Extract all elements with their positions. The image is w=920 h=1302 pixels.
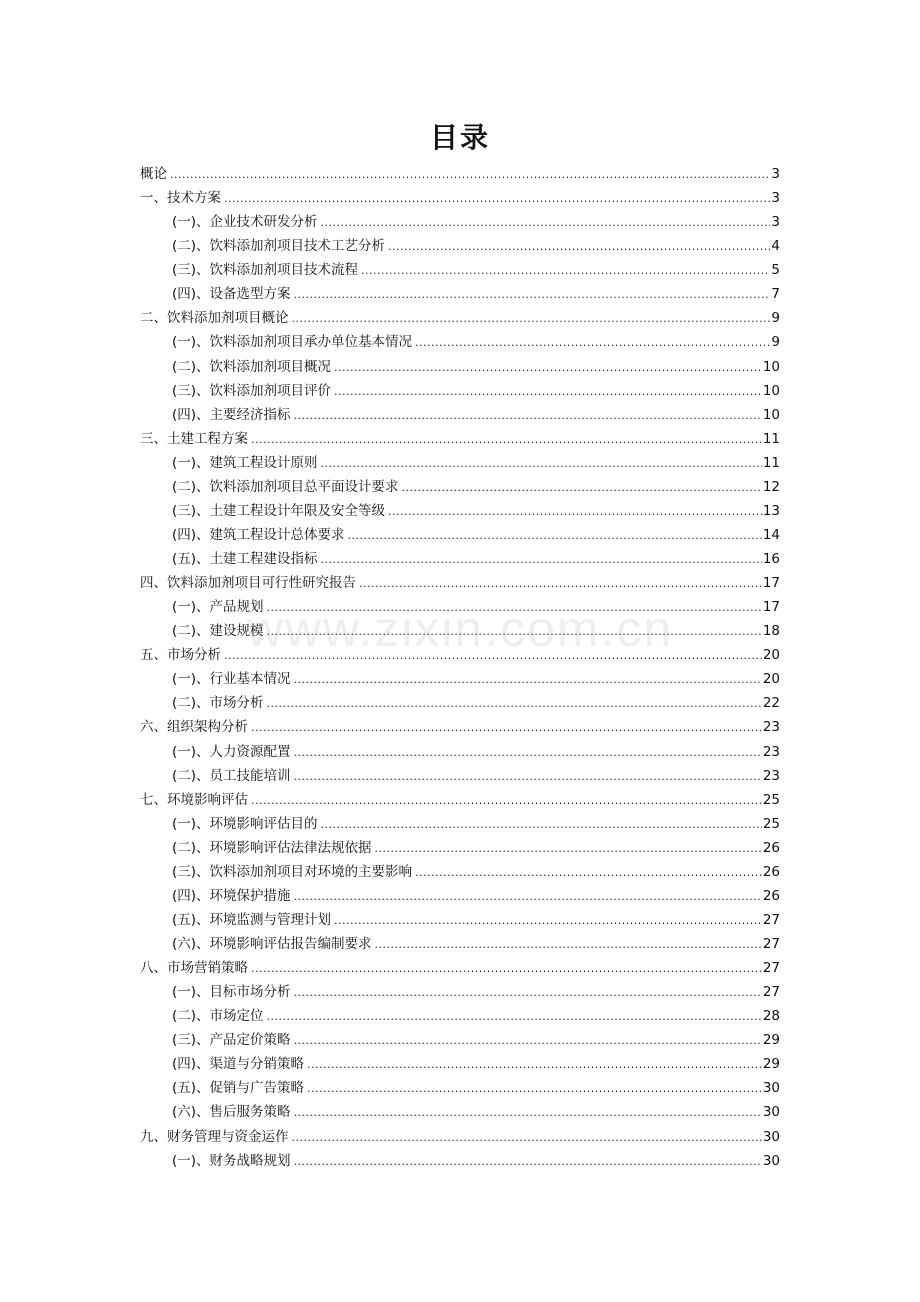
toc-dot-leader: [294, 981, 762, 1005]
toc-entry[interactable]: [140, 258, 780, 282]
toc-dot-leader: [267, 620, 762, 644]
toc-entry-label: (一)、产品规划: [172, 599, 264, 616]
toc-entry-label: (四)、环境保护措施: [172, 887, 291, 904]
toc-entry-page: 16: [762, 551, 780, 567]
toc-dot-leader: [251, 957, 762, 981]
toc-entry-page: 26: [762, 839, 780, 856]
toc-entry-page: 9: [771, 310, 780, 327]
toc-entry-label: (三)、饮料添加剂项目技术流程: [172, 262, 359, 279]
toc-entry-page: 7: [771, 286, 780, 303]
toc-entry[interactable]: [140, 812, 780, 836]
toc-entry-label: (二)、饮料添加剂项目概况: [172, 358, 332, 375]
toc-entry[interactable]: [140, 306, 780, 330]
toc-entry-page: 10: [762, 406, 780, 423]
toc-entry-label: (五)、土建工程建设指标: [172, 551, 318, 567]
toc-entry[interactable]: [140, 523, 780, 547]
toc-entry[interactable]: [140, 1004, 780, 1028]
toc-dot-leader: [224, 644, 762, 668]
toc-dot-leader: [307, 1053, 762, 1077]
toc-entry-label: (六)、售后服务策略: [172, 1104, 291, 1121]
toc-entry[interactable]: [140, 355, 780, 379]
toc-dot-leader: [334, 909, 762, 933]
toc-dot-leader: [402, 476, 762, 500]
toc-entry-label: 五、市场分析: [140, 647, 221, 664]
toc-dot-leader: [294, 283, 771, 307]
toc-entry-page: 4: [771, 238, 780, 255]
toc-entry[interactable]: [140, 234, 780, 258]
toc-entry-label: (二)、环境影响评估法律法规依据: [172, 839, 372, 856]
toc-dot-leader: [170, 163, 770, 187]
toc-entry-label: 一、技术方案: [140, 190, 221, 207]
toc-entry[interactable]: [140, 980, 780, 1004]
toc-entry-page: 30: [762, 1104, 780, 1121]
toc-entry-label: 概论: [140, 166, 167, 182]
toc-entry[interactable]: [140, 379, 780, 403]
toc-entry[interactable]: [140, 451, 780, 475]
toc-entry-label: (六)、环境影响评估报告编制要求: [172, 936, 372, 952]
toc-entry[interactable]: [140, 427, 780, 451]
toc-entry[interactable]: [140, 764, 780, 788]
toc-entry-page: 30: [762, 1128, 780, 1145]
toc-dot-leader: [348, 524, 762, 548]
toc-dot-leader: [415, 331, 770, 355]
toc-dot-leader: [267, 596, 762, 620]
toc-entry-label: (一)、环境影响评估目的: [172, 815, 318, 832]
toc-entry[interactable]: [140, 571, 780, 595]
toc-entry[interactable]: [140, 595, 780, 619]
toc-entry[interactable]: [140, 932, 780, 956]
toc-entry-label: (一)、建筑工程设计原则: [172, 454, 318, 471]
toc-dot-leader: [267, 1005, 762, 1029]
toc-entry-page: 27: [762, 960, 780, 977]
toc-entry-label: (二)、员工技能培训: [172, 767, 291, 784]
toc-entry-label: (一)、目标市场分析: [172, 984, 291, 1001]
toc-entry[interactable]: [140, 186, 780, 210]
toc-entry-page: 26: [762, 863, 780, 880]
toc-entry-label: (三)、饮料添加剂项目对环境的主要影响: [172, 863, 413, 880]
toc-entry-label: (三)、饮料添加剂项目评价: [172, 382, 332, 399]
toc-entry-label: 七、环境影响评估: [140, 791, 248, 808]
toc-dot-leader: [294, 1101, 762, 1125]
toc-entry-page: 18: [762, 623, 780, 640]
toc-entry-page: 23: [762, 719, 780, 736]
toc-entry-label: (五)、环境监测与管理计划: [172, 911, 332, 928]
toc-dot-leader: [251, 789, 762, 813]
toc-entry-page: 25: [762, 815, 780, 832]
toc-entry[interactable]: [140, 210, 780, 234]
toc-entry-page: 10: [762, 382, 780, 399]
toc-dot-leader: [388, 235, 770, 259]
toc-dot-leader: [361, 259, 770, 283]
toc-dot-leader: [294, 885, 762, 909]
toc-entry-label: 四、饮料添加剂项目可行性研究报告: [140, 575, 356, 592]
toc-dot-leader: [375, 837, 762, 861]
toc-entry-page: 23: [762, 767, 780, 784]
toc-entry-label: (一)、企业技术研发分析: [172, 214, 318, 231]
toc-entry[interactable]: [140, 691, 780, 715]
toc-entry-label: 二、饮料添加剂项目概论: [140, 310, 289, 327]
toc-entry-page: 12: [762, 478, 780, 495]
toc-entry[interactable]: [140, 1076, 780, 1100]
toc-entry-label: (二)、饮料添加剂项目技术工艺分析: [172, 238, 386, 255]
toc-entry-page: 11: [762, 430, 780, 447]
toc-entry[interactable]: [140, 330, 780, 354]
toc-dot-leader: [359, 572, 762, 596]
toc-entry[interactable]: [140, 1100, 780, 1124]
toc-entry-label: (一)、人力资源配置: [172, 743, 291, 760]
toc-entry[interactable]: [140, 908, 780, 932]
watermark: www.zixin.com.cn: [246, 601, 674, 657]
toc-entry-label: 六、组织架构分析: [140, 719, 248, 736]
toc-dot-leader: [292, 307, 771, 331]
toc-entry-label: (一)、行业基本情况: [172, 671, 291, 688]
toc-entry[interactable]: [140, 1052, 780, 1076]
toc-entry[interactable]: [140, 956, 780, 980]
toc-entry[interactable]: [140, 619, 780, 643]
toc-entry-label: (二)、市场分析: [172, 695, 264, 712]
toc-entry-page: 3: [771, 190, 780, 207]
toc-entry-label: (一)、饮料添加剂项目承办单位基本情况: [172, 334, 413, 351]
toc-entry[interactable]: [140, 715, 780, 739]
toc-dot-leader: [294, 741, 762, 765]
toc-entry[interactable]: [140, 788, 780, 812]
toc-entry[interactable]: [140, 643, 780, 667]
toc-dot-leader: [334, 380, 762, 404]
toc-dot-leader: [267, 692, 762, 716]
toc-entry-label: (四)、主要经济指标: [172, 406, 291, 423]
toc-entry-page: 13: [762, 502, 780, 519]
toc-entry-label: (四)、设备选型方案: [172, 286, 291, 303]
toc-entry[interactable]: [140, 667, 780, 691]
toc-entry[interactable]: [140, 475, 780, 499]
toc-entry-label: (二)、饮料添加剂项目总平面设计要求: [172, 478, 399, 495]
toc-entry-page: 25: [762, 791, 780, 808]
toc-dot-leader: [321, 813, 762, 837]
toc-entry-page: 26: [762, 887, 780, 904]
toc-entry-page: 14: [762, 526, 780, 543]
toc-entry-page: 3: [771, 214, 780, 231]
toc-entry-label: (一)、财务战略规划: [172, 1152, 291, 1169]
toc-entry-page: 29: [762, 1032, 780, 1049]
toc-entry-label: (三)、土建工程设计年限及安全等级: [172, 502, 386, 519]
toc-dot-leader: [294, 1150, 762, 1174]
table-of-contents: [140, 162, 780, 1173]
toc-dot-leader: [251, 428, 762, 452]
toc-entry-label: 八、市场营销策略: [140, 960, 248, 977]
toc-entry[interactable]: [140, 884, 780, 908]
toc-entry[interactable]: [140, 1149, 780, 1173]
toc-entry-page: 29: [762, 1056, 780, 1073]
toc-entry-label: 九、财务管理与资金运作: [140, 1128, 289, 1145]
toc-entry-page: 20: [762, 671, 780, 688]
toc-dot-leader: [321, 548, 762, 572]
toc-entry-page: 17: [762, 575, 780, 592]
toc-entry[interactable]: [140, 547, 780, 571]
toc-dot-leader: [388, 500, 762, 524]
toc-entry-page: 10: [762, 358, 780, 375]
toc-entry-label: 三、土建工程方案: [140, 430, 248, 447]
toc-entry-page: 9: [771, 334, 780, 351]
toc-dot-leader: [294, 765, 762, 789]
toc-entry[interactable]: [140, 499, 780, 523]
toc-dot-leader: [415, 861, 762, 885]
toc-entry-label: (二)、建设规模: [172, 623, 264, 640]
toc-entry[interactable]: [140, 836, 780, 860]
toc-dot-leader: [251, 716, 762, 740]
toc-entry-page: 20: [762, 647, 780, 664]
toc-entry[interactable]: [140, 162, 780, 186]
toc-dot-leader: [375, 933, 762, 957]
toc-dot-leader: [294, 1029, 762, 1053]
toc-entry-page: 5: [771, 262, 780, 279]
toc-dot-leader: [294, 668, 762, 692]
toc-entry-page: 22: [762, 695, 780, 712]
toc-entry-page: 23: [762, 743, 780, 760]
toc-entry-page: 11: [762, 454, 780, 471]
toc-entry-page: 30: [762, 1152, 780, 1169]
toc-entry-page: 17: [762, 599, 780, 616]
toc-entry[interactable]: [140, 403, 780, 427]
toc-entry-label: (二)、市场定位: [172, 1008, 264, 1025]
toc-dot-leader: [321, 211, 771, 235]
toc-entry-label: (四)、建筑工程设计总体要求: [172, 526, 345, 543]
toc-dot-leader: [334, 356, 762, 380]
toc-entry[interactable]: [140, 1028, 780, 1052]
page-title: 目录: [429, 121, 490, 154]
toc-dot-leader: [307, 1077, 762, 1101]
toc-entry-page: 28: [762, 1008, 780, 1025]
toc-dot-leader: [321, 452, 762, 476]
toc-dot-leader: [224, 187, 770, 211]
toc-entry-page: 27: [762, 911, 780, 928]
toc-entry[interactable]: [140, 740, 780, 764]
toc-entry-page: 30: [762, 1080, 780, 1097]
toc-entry[interactable]: [140, 1125, 780, 1149]
toc-dot-leader: [294, 404, 762, 428]
toc-entry[interactable]: [140, 282, 780, 306]
toc-entry-label: (三)、产品定价策略: [172, 1032, 291, 1049]
toc-entry-label: (四)、渠道与分销策略: [172, 1056, 305, 1073]
toc-entry-page: 27: [762, 984, 780, 1001]
toc-dot-leader: [292, 1126, 762, 1150]
toc-entry[interactable]: [140, 860, 780, 884]
toc-entry-page: 27: [762, 936, 780, 952]
toc-entry-label: (五)、促销与广告策略: [172, 1080, 305, 1097]
toc-entry-page: 3: [771, 166, 780, 182]
